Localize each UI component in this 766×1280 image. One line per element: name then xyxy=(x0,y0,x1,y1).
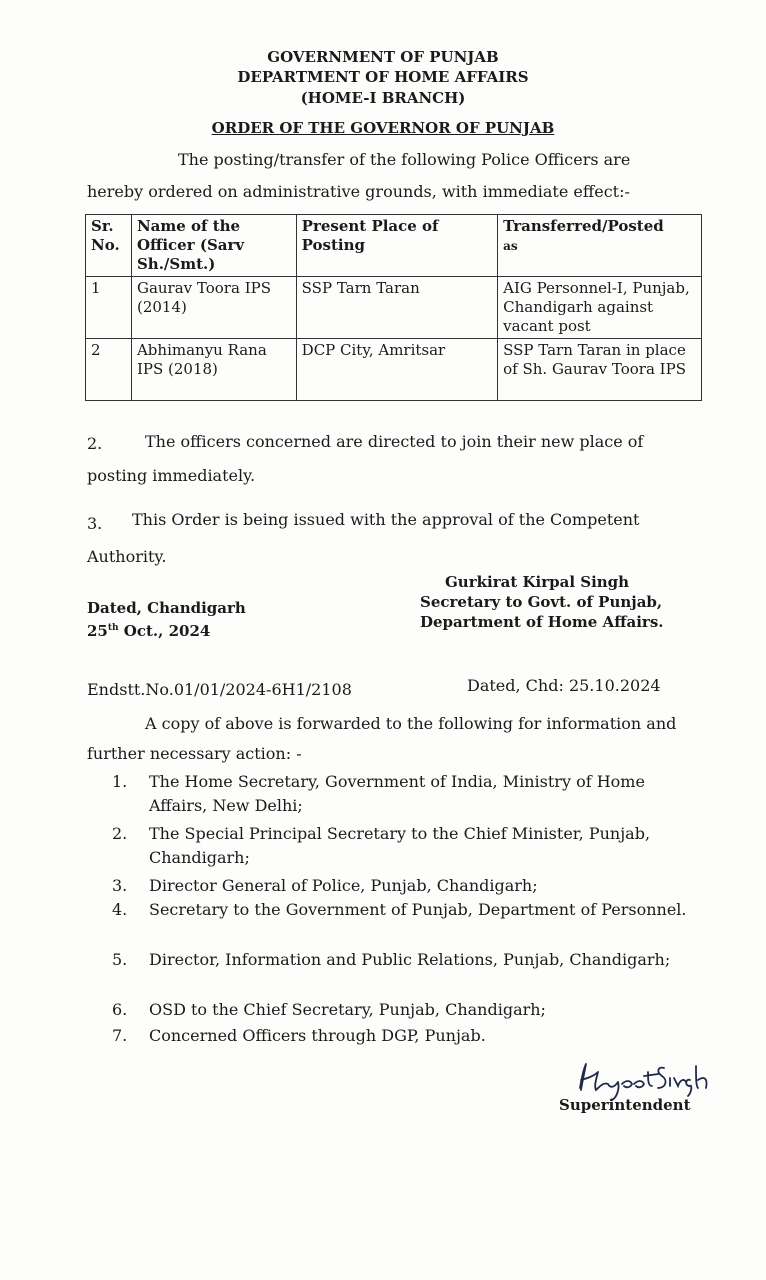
table-row xyxy=(86,277,702,339)
para2-line-1: The officers concerned are directed to join their new place of xyxy=(145,432,644,451)
list-item xyxy=(112,770,704,818)
copy-line-2: further necessary action: - xyxy=(87,744,302,763)
list-item xyxy=(112,874,704,898)
list-number: 4. xyxy=(112,900,128,919)
copy-line-1: A copy of above is forwarded to the following for information and xyxy=(145,714,677,733)
para3-line-1: This Order is being issued with the approval of the Competent xyxy=(132,510,640,529)
intro-line-1: The posting/transfer of the following Police Officers are xyxy=(178,150,631,169)
list-item xyxy=(112,948,704,972)
signatory-name: Gurkirat Kirpal Singh xyxy=(445,573,630,591)
list-text: OSD to the Chief Secretary, Punjab, Chandigarh; xyxy=(149,1000,546,1019)
list-text: Director, Information and Public Relations, Punjab, Chandigarh; xyxy=(149,950,671,969)
list-number: 2. xyxy=(112,824,128,843)
row-present-posting: DCP City, Amritsar xyxy=(296,339,497,401)
list-text: Secretary to the Government of Punjab, Department of Personnel. xyxy=(149,900,687,919)
signatory-department: Department of Home Affairs. xyxy=(420,613,664,631)
table-row xyxy=(86,339,702,401)
para3-line-2: Authority. xyxy=(87,547,167,566)
header-present-posting: Present Place of Posting xyxy=(296,215,497,277)
dated-date xyxy=(87,618,210,641)
dated-month-year: Oct., 2024 xyxy=(118,622,211,640)
row-officer-name: Abhimanyu Rana IPS (2018) xyxy=(131,339,296,401)
endorsement-date: Dated, Chd: 25.10.2024 xyxy=(467,676,661,695)
transfer-table xyxy=(85,214,702,401)
list-text: The Home Secretary, Government of India, Ministry of Home Affairs, New Delhi; xyxy=(149,772,645,815)
row-sr: 2 xyxy=(86,339,132,401)
list-number: 6. xyxy=(112,1000,128,1019)
dated-day-suffix: th xyxy=(107,623,119,633)
header-branch: (HOME-I BRANCH) xyxy=(300,89,466,107)
signatory-title: Secretary to Govt. of Punjab, xyxy=(420,593,663,611)
row-present-posting: SSP Tarn Taran xyxy=(296,277,497,339)
header-department: DEPARTMENT OF HOME AFFAIRS xyxy=(237,68,529,86)
header-sr-no: Sr. No. xyxy=(86,215,132,277)
endorsement-number: Endstt.No.01/01/2024-6H1/2108 xyxy=(87,680,352,699)
para2-number: 2. xyxy=(87,434,103,453)
list-number: 1. xyxy=(112,772,128,791)
list-number: 5. xyxy=(112,950,128,969)
table-header-row xyxy=(86,215,702,277)
header-officer-name: Name of the Officer (Sarv Sh./Smt.) xyxy=(131,215,296,277)
intro-line-2: hereby ordered on administrative grounds, with immediate effect:- xyxy=(87,182,630,201)
header-transferred-as: as xyxy=(503,239,518,253)
order-title: ORDER OF THE GOVERNOR OF PUNJAB xyxy=(211,119,555,137)
list-number: 3. xyxy=(112,876,128,895)
list-number: 7. xyxy=(112,1026,128,1045)
dated-day: 25 xyxy=(87,622,108,640)
header-transferred-label: Transferred/Posted xyxy=(503,217,664,235)
list-text: Director General of Police, Punjab, Chandigarh; xyxy=(149,876,538,895)
row-transferred: SSP Tarn Taran in place of Sh. Gaurav Toora IPS xyxy=(498,339,702,401)
list-item xyxy=(112,898,704,922)
header-transferred xyxy=(498,215,702,277)
row-transferred: AIG Personnel-I, Punjab, Chandigarh against vacant post xyxy=(498,277,702,339)
list-text: Concerned Officers through DGP, Punjab. xyxy=(149,1026,486,1045)
para2-line-2: posting immediately. xyxy=(87,466,256,485)
superintendent-title: Superintendent xyxy=(559,1096,691,1114)
row-officer-name: Gaurav Toora IPS (2014) xyxy=(131,277,296,339)
para3-number: 3. xyxy=(87,514,103,533)
list-item xyxy=(112,998,704,1022)
list-item xyxy=(112,822,704,870)
dated-place: Dated, Chandigarh xyxy=(87,599,246,617)
row-sr: 1 xyxy=(86,277,132,339)
header-government: GOVERNMENT OF PUNJAB xyxy=(267,48,499,66)
list-text: The Special Principal Secretary to the Chief Minister, Punjab, Chandigarh; xyxy=(149,824,651,867)
list-item xyxy=(112,1024,704,1048)
